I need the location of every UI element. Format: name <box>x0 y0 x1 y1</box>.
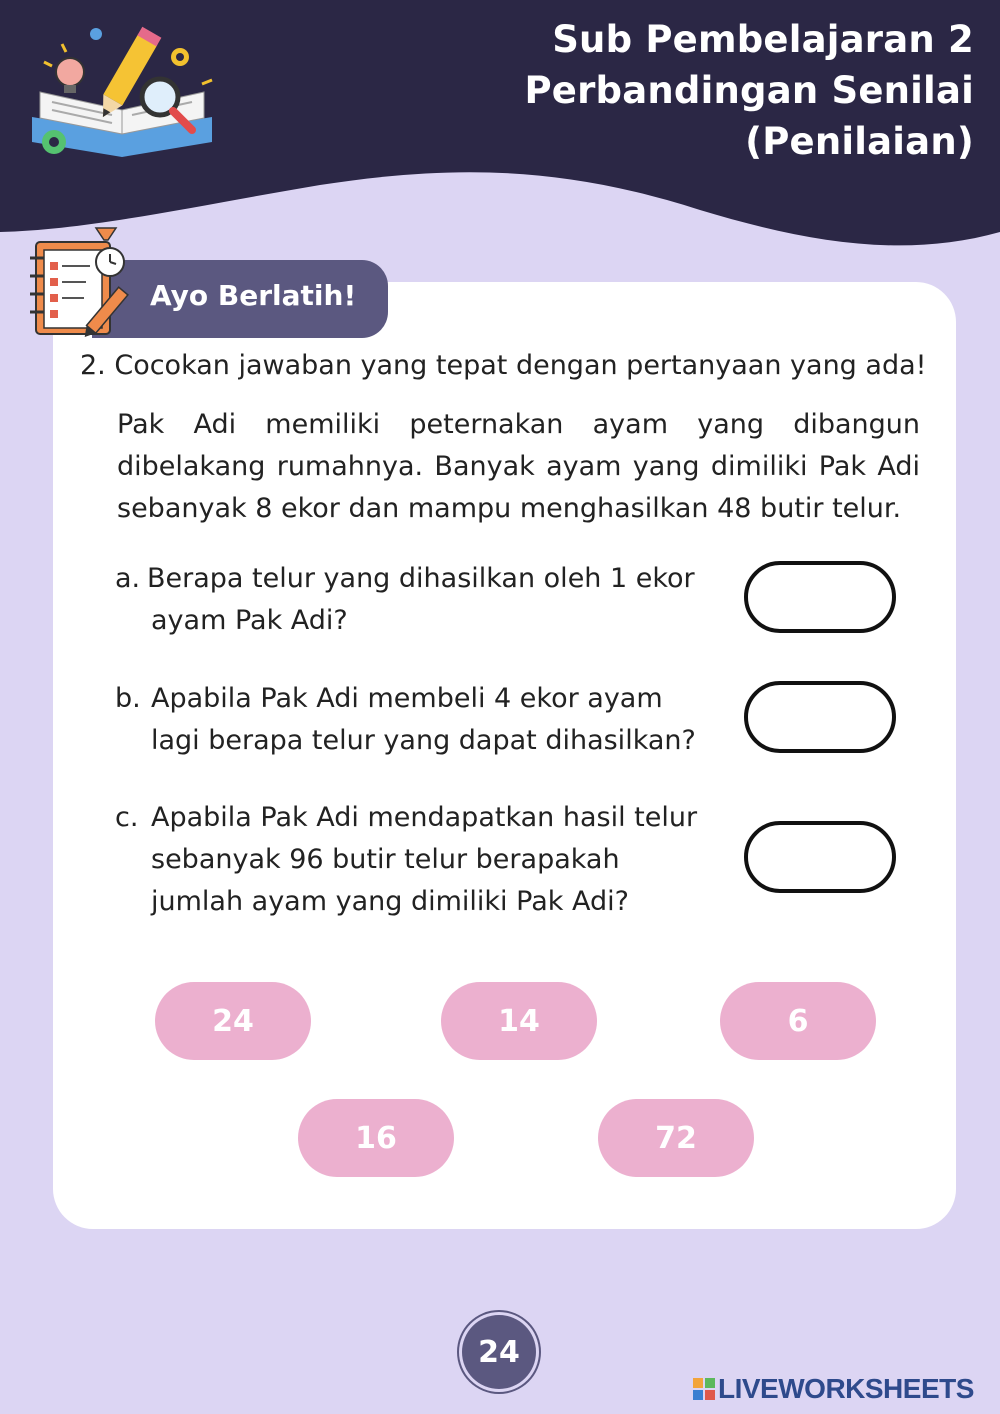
liveworksheets-logo-icon <box>693 1378 715 1400</box>
sub-question-letter: c. <box>115 802 139 833</box>
brand-text: LIVEWORKSHEETS <box>718 1373 974 1404</box>
title-line-1: Sub Pembelajaran 2 <box>552 18 974 61</box>
question-heading: 2. Cocokan jawaban yang tepat dengan pertanyaan yang ada! <box>80 350 927 381</box>
answer-option-chip[interactable]: 14 <box>441 982 597 1060</box>
answer-option-chip[interactable]: 72 <box>598 1099 754 1177</box>
liveworksheets-brand[interactable] <box>693 1372 974 1406</box>
sub-question-text-line: Berapa telur yang dihasilkan oleh 1 ekor <box>147 563 695 594</box>
sub-question-text-line: sebanyak 96 butir telur berapakah <box>151 844 620 875</box>
checklist-clipboard-icon <box>24 224 134 344</box>
sub-question-text-line: ayam Pak Adi? <box>151 605 348 636</box>
page-number: 24 <box>462 1315 536 1389</box>
answer-box-b[interactable] <box>744 681 896 753</box>
title-line-3: (Penilaian) <box>745 120 974 163</box>
question-story: Pak Adi memiliki peternakan ayam yang dibangun dibelakang rumahnya. Banyak ayam yang dimiliki Pak Adi sebanyak 8 ekor dan mampu menghasilkan 48 butir telur. <box>117 409 920 524</box>
page-title <box>524 14 974 167</box>
answer-option-chip[interactable]: 6 <box>720 982 876 1060</box>
section-badge <box>92 260 388 338</box>
sub-question-letter: b. <box>115 683 141 714</box>
sub-question-text-line: Apabila Pak Adi mendapatkan hasil telur <box>151 802 698 833</box>
answer-box-c[interactable] <box>744 821 896 893</box>
sub-question-text-line: lagi berapa telur yang dapat dihasilkan? <box>151 725 696 756</box>
badge-label: Ayo Berlatih! <box>150 279 357 312</box>
answer-option-chip[interactable]: 24 <box>155 982 311 1060</box>
page-header <box>0 0 1000 250</box>
answer-box-a[interactable] <box>744 561 896 633</box>
sub-question-text-line: jumlah ayam yang dimiliki Pak Adi? <box>151 886 629 917</box>
answer-option-chip[interactable]: 16 <box>298 1099 454 1177</box>
sub-question-text-line: Apabila Pak Adi membeli 4 ekor ayam <box>151 683 663 714</box>
sub-question-letter: a. <box>115 563 141 594</box>
title-line-2: Perbandingan Senilai <box>524 69 974 112</box>
